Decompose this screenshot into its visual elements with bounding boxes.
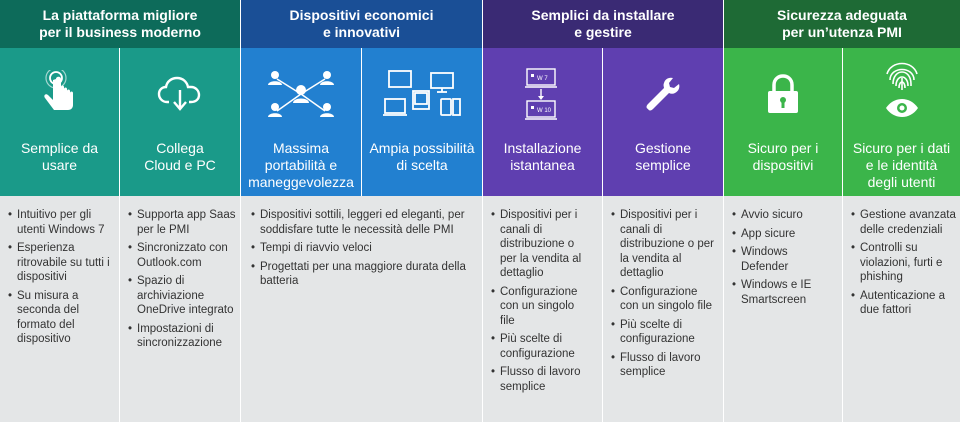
tile	[241, 48, 361, 196]
group-title: Dispositivi economici e innovativi	[241, 0, 482, 48]
column-label: Sicuro per i dispositivi	[747, 140, 819, 173]
tile	[724, 48, 842, 196]
column-gestione	[603, 48, 723, 422]
bullet-list	[611, 208, 719, 384]
column-sicuro-dispositivi	[724, 48, 842, 422]
list-item: • App sicure	[732, 227, 838, 242]
bullet-list	[491, 208, 587, 398]
column-scelta	[362, 48, 482, 196]
bullet-list	[251, 208, 477, 293]
column-label: Installazione istantanea	[503, 140, 582, 173]
column-body	[603, 196, 723, 422]
list-item: • Su misura a seconda del formato del dispositivo	[8, 289, 114, 347]
group-sicurezza	[724, 0, 960, 422]
list-item: • Autenticazione a due fattori	[851, 289, 957, 318]
people-network-icon	[241, 62, 361, 126]
column-body	[724, 196, 842, 422]
list-item: • Tempi di riavvio veloci	[251, 241, 477, 256]
group-title: La piattaforma migliore per il business moderno	[0, 0, 240, 48]
list-item: • Windows Defender	[732, 245, 838, 274]
list-item: • Sincronizzato con Outlook.com	[128, 241, 238, 270]
column-installazione	[483, 48, 602, 422]
list-item: • Supporta app Saas per le PMI	[128, 208, 238, 237]
column-portabilita	[241, 48, 361, 196]
column-label: Semplice da usare	[20, 140, 99, 173]
list-item: • Progettati per una maggiore durata della batteria	[251, 260, 477, 289]
shared-body	[241, 196, 482, 422]
group-business	[0, 0, 240, 422]
list-item: • Spazio di archiviazione OneDrive integrato	[128, 274, 238, 318]
windows-upgrade-icon	[483, 62, 602, 126]
group-title: Sicurezza adeguata per un’utenza PMI	[724, 0, 960, 48]
bullet-list	[732, 208, 838, 311]
column-sicuro-dati	[843, 48, 960, 422]
column-body	[0, 196, 119, 422]
list-item: • Avvio sicuro	[732, 208, 838, 223]
wrench-icon	[603, 62, 723, 126]
tile	[843, 48, 960, 196]
column-label: Sicuro per i dati e le identità degli utenti	[852, 140, 951, 190]
list-item: • Esperienza ritrovabile su tutti i dispositivi	[8, 241, 114, 285]
bullet-list	[851, 208, 957, 322]
tile	[0, 48, 119, 196]
svg-text:W 10: W 10	[536, 108, 551, 114]
list-item: • Configurazione con un singolo file	[611, 285, 719, 314]
tile	[603, 48, 723, 196]
lock-icon	[724, 62, 842, 126]
group-installare	[483, 0, 723, 422]
column-label: Gestione semplice	[634, 140, 692, 173]
list-item: • Dispositivi sottili, leggeri ed eleganti, per soddisfare tutte le necessità delle PMI	[251, 208, 477, 237]
list-item: • Più scelte di configurazione	[491, 332, 587, 361]
list-item: • Dispositivi per i canali di distribuzione o per la vendita al dettaglio	[491, 208, 587, 281]
list-item: • Intuitivo per gli utenti Windows 7	[8, 208, 114, 237]
column-label: Ampia possibilità di scelta	[369, 140, 475, 173]
list-item: • Flusso di lavoro semplice	[491, 365, 587, 394]
bullet-list	[128, 208, 238, 355]
column-label: Collega Cloud e PC	[144, 140, 216, 173]
column-collega	[120, 48, 240, 422]
cloud-download-icon	[120, 62, 240, 126]
group-dispositivi	[241, 0, 482, 422]
touch-icon	[0, 62, 119, 126]
group-title: Semplici da installare e gestire	[483, 0, 723, 48]
column-body	[120, 196, 240, 422]
list-item: • Gestione avanzata delle credenziali	[851, 208, 957, 237]
bullet-list	[8, 208, 114, 351]
column-label: Massima portabilità e maneggevolezza	[248, 140, 354, 190]
list-item: • Dispositivi per i canali di distribuzione o per la vendita al dettaglio	[611, 208, 719, 281]
column-body	[483, 196, 602, 422]
column-body	[843, 196, 960, 422]
svg-text:W 7: W 7	[536, 76, 548, 82]
list-item: • Windows e IE Smartscreen	[732, 278, 838, 307]
list-item: • Impostazioni di sincronizzazione	[128, 322, 238, 351]
list-item: • Controlli su violazioni, furti e phishing	[851, 241, 957, 285]
fingerprint-eye-icon	[843, 58, 960, 122]
list-item: • Più scelte di configurazione	[611, 318, 719, 347]
devices-icon	[362, 62, 482, 126]
tile	[120, 48, 240, 196]
column-semplice	[0, 48, 119, 422]
list-item: • Flusso di lavoro semplice	[611, 351, 719, 380]
tile	[483, 48, 602, 196]
list-item: • Configurazione con un singolo file	[491, 285, 587, 329]
tile	[362, 48, 482, 196]
